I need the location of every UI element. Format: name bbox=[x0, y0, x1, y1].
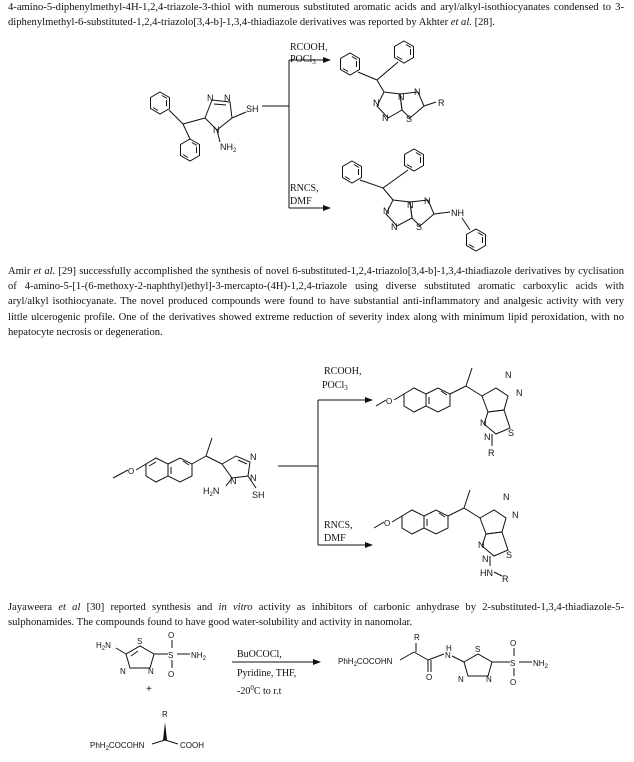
atom-label: O bbox=[168, 670, 175, 679]
condition-text: DMF bbox=[324, 533, 346, 544]
atom-label: O bbox=[386, 397, 393, 406]
paragraph-italic: et al. bbox=[450, 17, 472, 29]
atom-label: O bbox=[510, 639, 517, 648]
atom-label: N bbox=[224, 93, 231, 103]
scheme-3 bbox=[90, 631, 549, 752]
atom-label: R bbox=[502, 574, 509, 584]
atom-label: S bbox=[475, 645, 481, 654]
atom-label: N bbox=[382, 113, 389, 123]
atom-label: NH bbox=[451, 208, 464, 218]
paragraph-italic: et al bbox=[58, 602, 81, 613]
atom-label: N bbox=[250, 473, 257, 483]
condition-text: Pyridine, THF, bbox=[237, 668, 297, 679]
scheme3-product bbox=[338, 633, 549, 687]
atom-label: N bbox=[398, 92, 405, 102]
plus-sign: + bbox=[146, 684, 152, 695]
atom-label: N bbox=[482, 554, 489, 564]
atom-label: R bbox=[162, 710, 168, 719]
nh2-label: $NH_2$ bbox=[220, 142, 237, 154]
scheme1-product-top bbox=[341, 41, 446, 124]
atom-label: N bbox=[407, 200, 414, 210]
atom-label: N bbox=[478, 540, 485, 550]
atom-label: O bbox=[168, 631, 175, 640]
condition-text: BuOCOCl, bbox=[237, 649, 282, 660]
atom-label: N bbox=[458, 675, 464, 684]
atom-label: S bbox=[508, 428, 515, 438]
paragraph-text: 4-amino-5-diphenylmethyl-4H-1,2,4-triazole-3-thiol with numerous substituted aromatic acids and aryl/alkyl-isothiocyanates condensed to 3-diphenylmethyl-6-substituted-1,2,4-triazolo[3,4-b]-1,3,4-thiadiazole derivatives was reported by Akhter bbox=[8, 2, 624, 29]
atom-label: N bbox=[391, 222, 398, 232]
paragraph-text: Jayaweera bbox=[8, 602, 59, 613]
atom-label: SH bbox=[252, 490, 265, 500]
atom-label: S bbox=[416, 222, 423, 232]
atom-label: N bbox=[207, 93, 214, 103]
h2n-label: $H_2N$ bbox=[96, 641, 111, 652]
paragraph-text: [28]. bbox=[471, 17, 495, 29]
reagent-label: PhH$_2$COCOHN bbox=[90, 741, 145, 752]
paragraph-text: Amir bbox=[8, 266, 34, 277]
condition-text: RNCS, bbox=[290, 183, 319, 194]
scheme2-reactant bbox=[113, 438, 265, 500]
atom-label: S bbox=[168, 651, 174, 660]
paragraph-text: [30] reported synthesis and bbox=[80, 602, 219, 613]
nh2-label: $NH_2$ bbox=[533, 659, 548, 670]
condition-text: $-20^0C$ to r.t bbox=[237, 684, 282, 697]
scheme3-reactant-1 bbox=[96, 631, 207, 679]
condition-text: DMF bbox=[290, 196, 312, 207]
condition-text: RCOOH, bbox=[290, 42, 328, 53]
scheme2-product-bottom bbox=[374, 490, 519, 584]
condition-text: RNCS, bbox=[324, 520, 353, 531]
scheme2-product-top bbox=[376, 368, 523, 458]
scheme1-reactant bbox=[151, 92, 259, 161]
atom-label: N bbox=[148, 667, 154, 676]
paragraph-text: [29] successfully accomplished the synthesis of novel 6-substituted-1,2,4-triazolo[3,4-b]-1,3,4-thiadiazole derivatives by cyclisation of 4-amino-5-[1-(6-methoxy-2-naphthyl)ethyl]-3-mercapto-(4H)-1,2,4-triazole using diverse substituted aromatic carboxylic acids with aryl/alkyl isothiocyanate. The novel produced compounds were found to have substantial anti-inflammatory and analgesic activity with very little ulcerogenic profile. One of the derivatives showed extreme reduction of severity index along with minimum lipid peroxidation, with no hepatocyte necrosis or degeneration. bbox=[8, 266, 624, 338]
atom-label: N bbox=[512, 510, 519, 520]
condition-text: RCOOH, bbox=[324, 366, 362, 377]
atom-label: N bbox=[505, 370, 512, 380]
atom-label: N bbox=[230, 476, 237, 486]
condition-text: POCl$_3$ bbox=[322, 380, 348, 392]
atom-label: N bbox=[213, 125, 220, 135]
atom-label: S bbox=[510, 659, 516, 668]
atom-label: N bbox=[516, 388, 523, 398]
atom-label: N bbox=[484, 432, 491, 442]
atom-label: N bbox=[480, 418, 487, 428]
atom-label: R bbox=[414, 633, 420, 642]
atom-label: O bbox=[426, 673, 433, 682]
paragraph-text: activity as inhibitors of carbonic anhydrase by 2-substituted-1,3,4-thiadiazole-5-sulphonamides. The compounds found to have good water-solubility and activity in nanomolar. bbox=[8, 602, 624, 629]
atom-label: R bbox=[488, 448, 495, 458]
atom-label: N bbox=[503, 492, 510, 502]
atom-label: S bbox=[137, 637, 143, 646]
atom-label: O bbox=[510, 678, 517, 687]
atom-label: N bbox=[486, 675, 492, 684]
atom-label: S bbox=[406, 114, 413, 124]
product-label: PhH$_2$COCOHN bbox=[338, 657, 393, 668]
atom-label: N bbox=[414, 87, 421, 97]
atom-label: N bbox=[445, 651, 451, 660]
atom-label: H bbox=[446, 644, 452, 653]
scheme1-product-bottom bbox=[343, 149, 486, 251]
atom-label: N bbox=[424, 196, 431, 206]
atom-label: S bbox=[506, 550, 513, 560]
scheme-2 bbox=[113, 366, 523, 584]
atom-label: N bbox=[383, 206, 390, 216]
atom-label: R bbox=[438, 98, 445, 108]
atom-label: O bbox=[384, 519, 391, 528]
atom-label: SH bbox=[246, 104, 259, 114]
atom-label: COOH bbox=[180, 741, 204, 750]
scheme-1 bbox=[151, 41, 486, 251]
atom-label: N bbox=[120, 667, 126, 676]
atom-label: N bbox=[250, 452, 257, 462]
paragraph-italic: et al. bbox=[33, 266, 56, 277]
atom-label: N bbox=[373, 98, 380, 108]
atom-label: O bbox=[128, 467, 135, 476]
scheme3-reactant-2 bbox=[90, 710, 204, 752]
h2n-label: $H_2N$ bbox=[203, 486, 220, 498]
atom-label: HN bbox=[480, 568, 493, 578]
condition-text: POCl$_3$ bbox=[290, 54, 316, 66]
nh2-label: $NH_2$ bbox=[191, 651, 206, 662]
paragraph-italic: in vitro bbox=[218, 602, 253, 613]
